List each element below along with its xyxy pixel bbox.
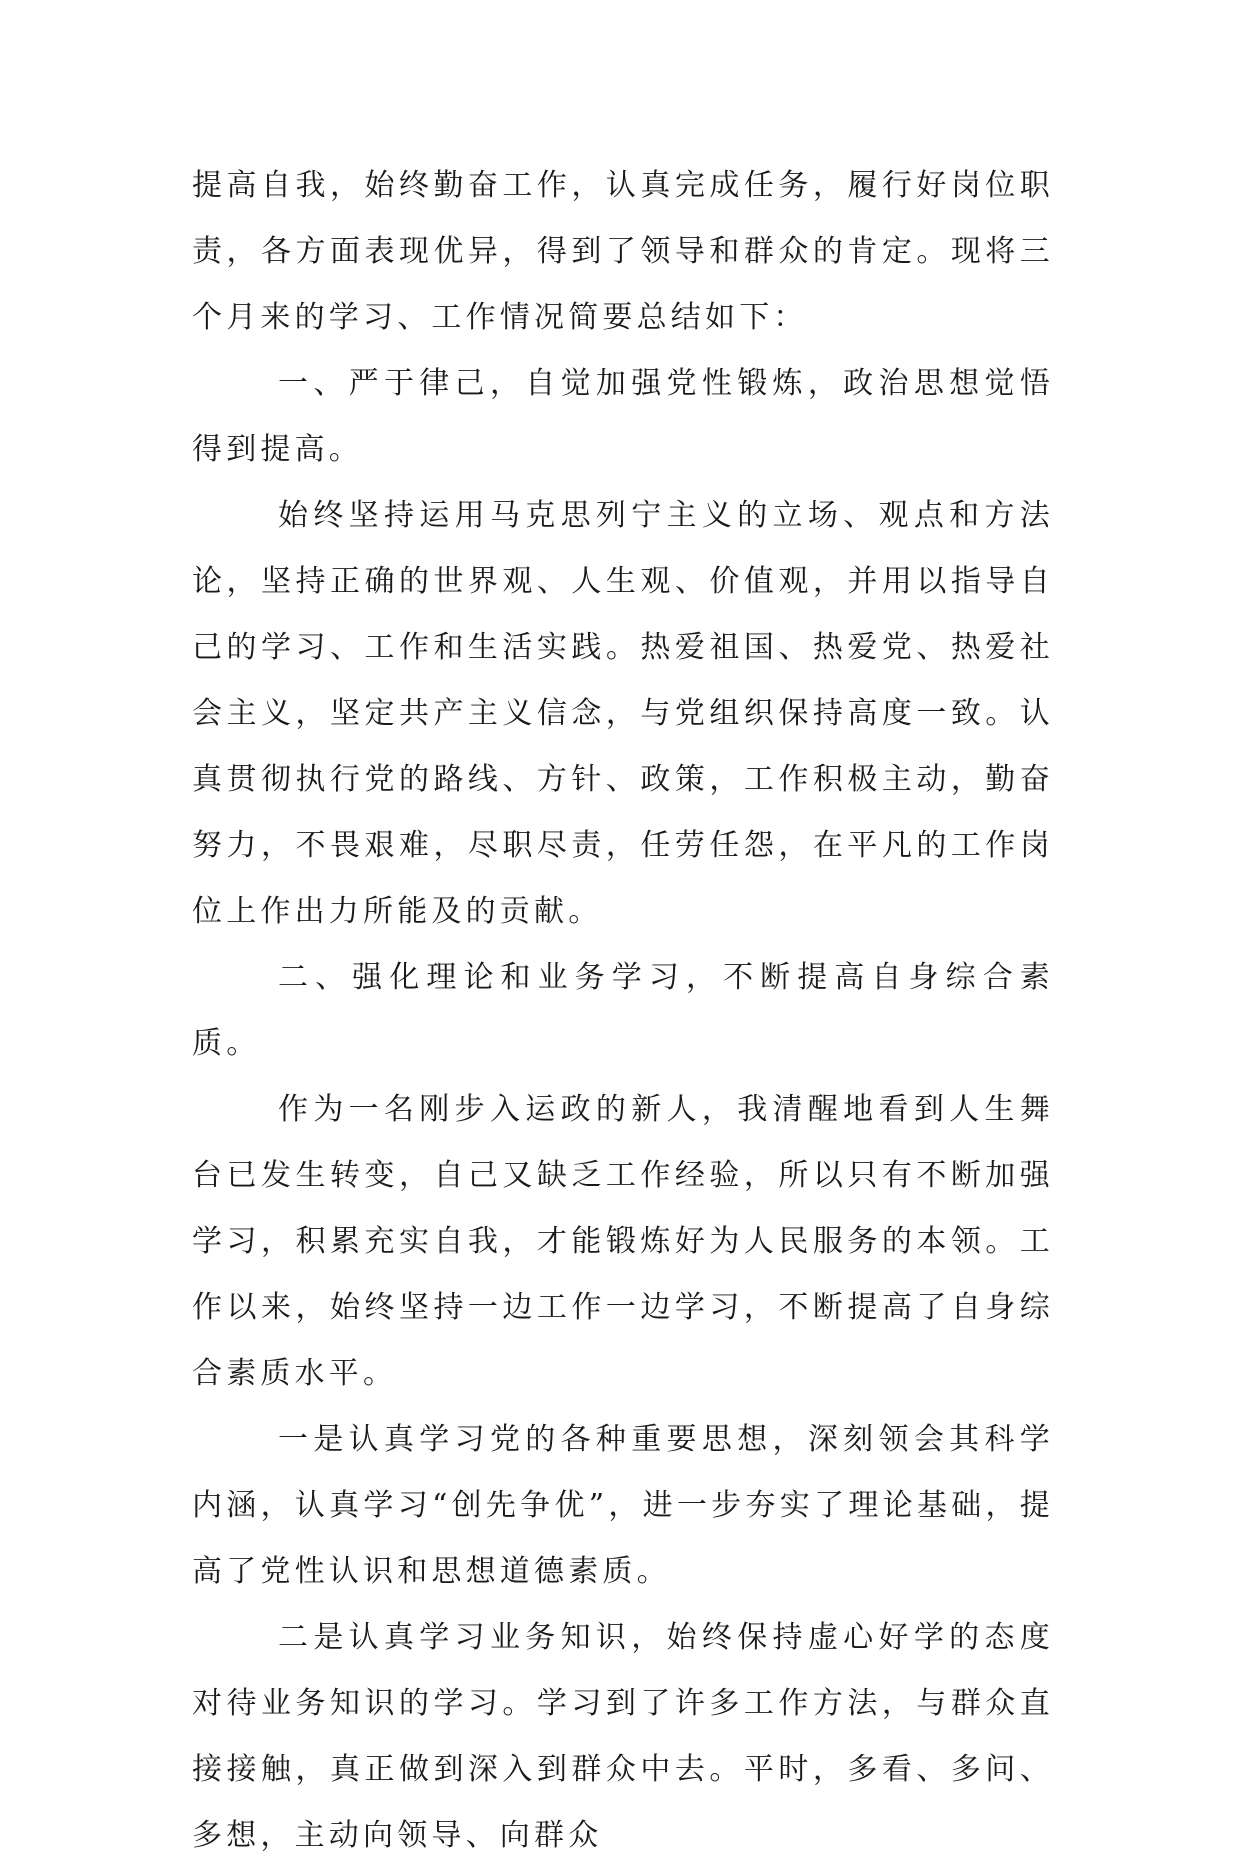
paragraph: 作为一名刚步入运政的新人，我清醒地看到人生舞台已发生转变，自己又缺乏工作经验，所以只有不断加强学习，积累充实自我，才能锻炼好为人民服务的本领。工作以来，始终坚持一边工作一边学习，不断提高了自身综合素质水平。 [192,1092,1054,1391]
paragraph-continuation: 提高自我，始终勤奋工作，认真完成任务，履行好岗位职责，各方面表现优异，得到了领导和群众的肯定。现将三个月来的学习、工作情况简要总结如下： [192,168,1054,335]
section-heading-1: 一、严于律己，自觉加强党性锻炼，政治思想觉悟得到提高。 [192,366,1054,467]
paragraph: 一是认真学习党的各种重要思想，深刻领会其科学内涵，认真学习“创先争优”，进一步夯实了理论基础，提高了党性认识和思想道德素质。 [192,1422,1054,1589]
paragraph: 二是认真学习业务知识，始终保持虚心好学的态度对待业务知识的学习。学习到了许多工作方法，与群众直接接触，真正做到深入到群众中去。平时，多看、多问、多想，主动向领导、向群众 [192,1620,1054,1853]
document-body [192,153,1054,1869]
section-heading-2: 二、强化理论和业务学习，不断提高自身综合素质。 [192,960,1054,1061]
paragraph: 始终坚持运用马克思列宁主义的立场、观点和方法论，坚持正确的世界观、人生观、价值观，并用以指导自己的学习、工作和生活实践。热爱祖国、热爱党、热爱社会主义，坚定共产主义信念，与党组织保持高度一致。认真贯彻执行党的路线、方针、政策，工作积极主动，勤奋努力，不畏艰难，尽职尽责，任劳任怨，在平凡的工作岗位上作出力所能及的贡献。 [192,498,1054,929]
